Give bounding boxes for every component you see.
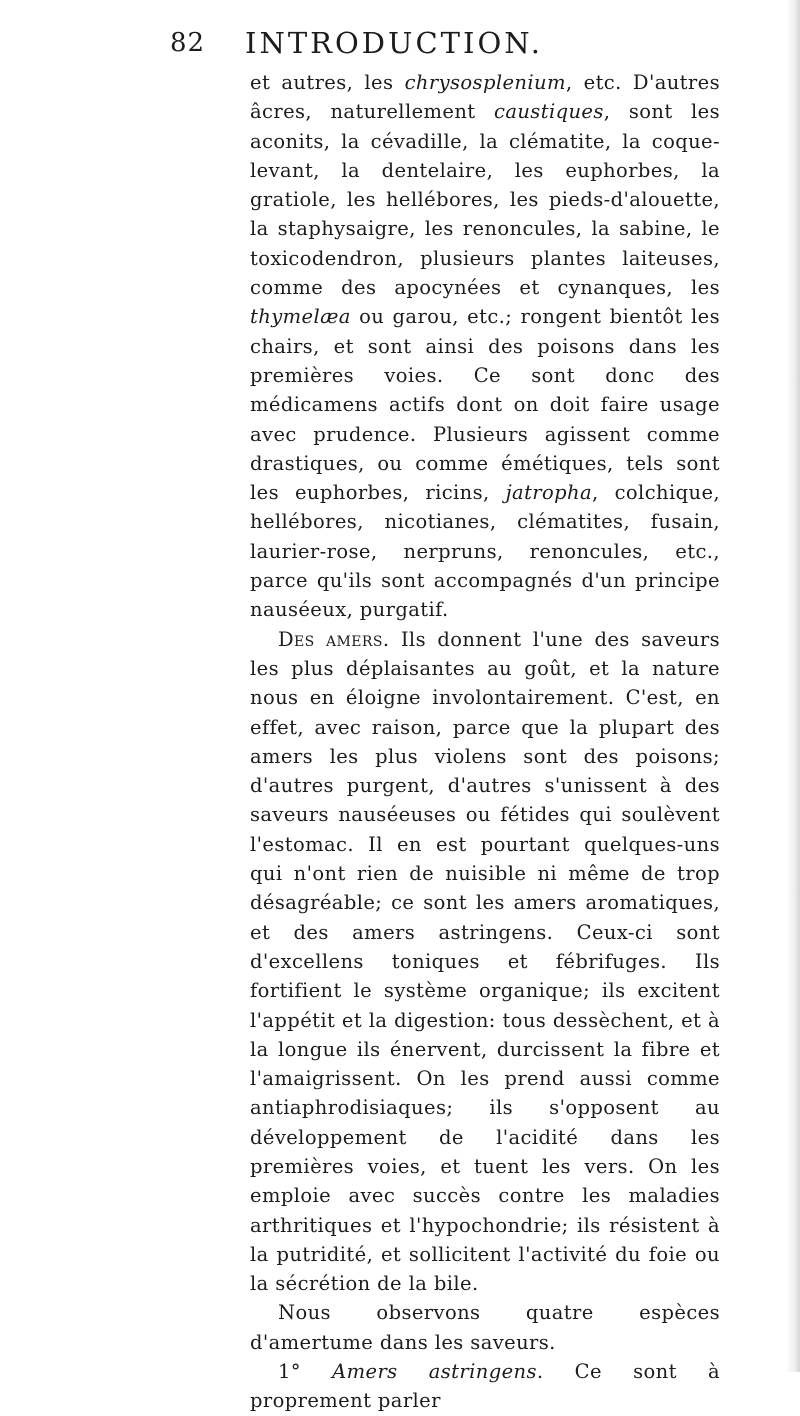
page-number: 82 — [170, 28, 206, 58]
paragraph-amers-astringens — [250, 1357, 720, 1416]
section-heading: Des amers. — [278, 627, 390, 651]
paragraph-amers — [250, 625, 720, 1299]
italic-term: jatropha — [505, 481, 593, 505]
text-run: , sont les aconits, la cévadille, la clématite, la coque-levant, la dentelaire, les euphorbes, la gratiole, les hellébores, les pieds-d'alouette, la staphysaigre, les renoncules, la sabine, le toxicodendron, plusieurs plantes laiteuses, comme des apocynées et cynanques, les — [250, 100, 720, 300]
text-run: et autres, les — [250, 71, 405, 94]
paragraph-especes — [250, 1298, 720, 1357]
italic-term: caustiques — [494, 100, 604, 124]
italic-term: thymelæa — [250, 305, 351, 329]
text-run: , etc. D'autres âcres, naturellement — [250, 71, 720, 124]
italic-term: chrysosplenium — [404, 71, 566, 94]
paragraph-acres — [250, 68, 720, 625]
text-run: 1° — [278, 1360, 333, 1384]
page-header — [170, 22, 730, 62]
page-edge-shadow — [786, 0, 800, 1372]
text-run: Ils donnent l'une des saveurs les plus déplaisantes au goût, et la nature nous en éloigne involontairement. C'est, en effet, avec raison, parce que la plupart des amers les plus violens sont des poisons; d'autres purgent, d'autres s'unissent à des saveurs nauséeuses ou fétides qui soulèvent l'estomac. Il en est pourtant quelques-uns qui n'ont rien de nuisible ni même de trop désagréable; ce sont les amers aromatiques, et des amers astringens. Ceux-ci sont d'excellens toniques et fébrifuges. Ils fortifient le système organique; ils excitent l'appétit et la digestion: tous dessèchent, et à la longue ils énervent, durcissent la fibre et l'amaigrissent. On les prend aussi comme antiaphrodisiaques; ils s'opposent au développement de l'acidité dans les premières voies, et tuent les vers. On les emploie avec succès contre les maladies arthritiques et l'hypochondrie; ils résistent à la putridité, et sollicitent l'activité du foie ou la sécrétion de la bile. — [250, 627, 720, 1296]
text-run: Ce sont à proprement parler — [250, 1360, 720, 1413]
text-run: ou garou, etc.; rongent bientôt les chairs, et sont ainsi des poisons dans les premières voies. Ce sont donc des médicamens actifs dont on doit faire usage avec prudence. Plusieurs agissent comme drastiques, ou comme émétiques, tels sont les euphorbes, ricins, — [250, 305, 720, 505]
text-run: Nous observons quatre espèces d'amertume dans les saveurs. — [250, 1301, 720, 1354]
text-run: , colchique, hellébores, nicotianes, clématites, fusain, laurier-rose, nerpruns, renoncules, etc., parce qu'ils sont accompagnés d'un principe nauséeux, purgatif. — [250, 481, 720, 622]
italic-term: Amers astringens. — [332, 1360, 544, 1384]
running-head: INTRODUCTION. — [245, 26, 543, 60]
body-text — [250, 68, 720, 1416]
